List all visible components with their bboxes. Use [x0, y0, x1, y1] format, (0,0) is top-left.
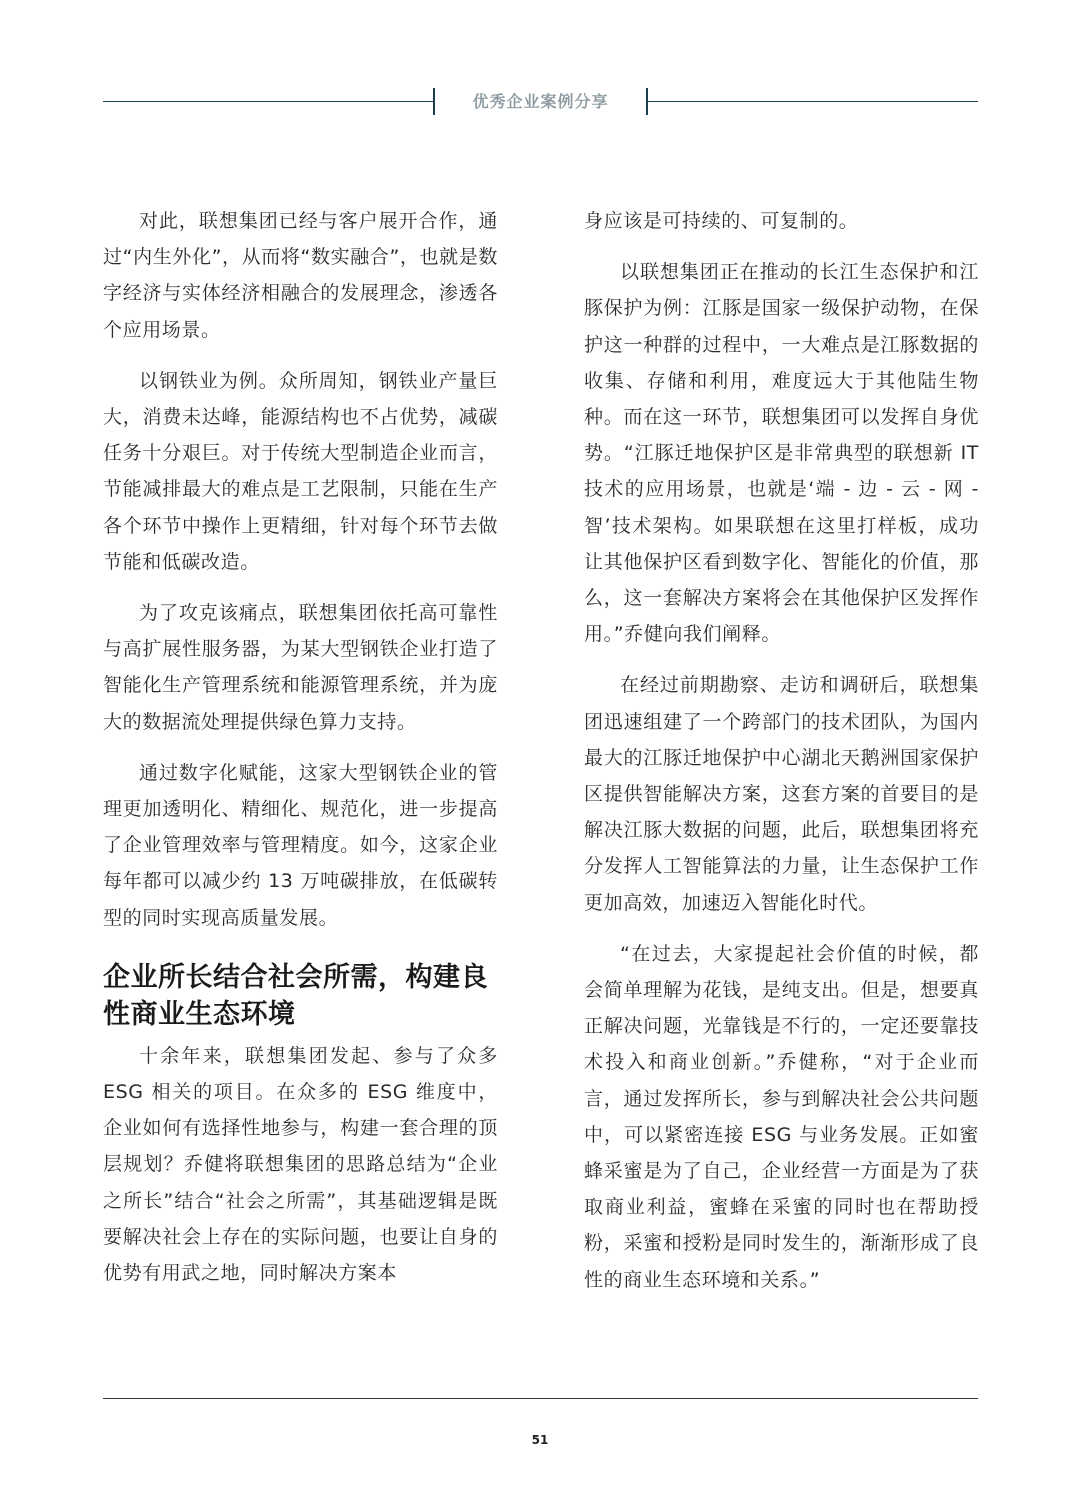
- left-column: [103, 203, 498, 1306]
- body-paragraph: 以钢铁业为例。众所周知，钢铁业产量巨大，消费未达峰，能源结构也不占优势，减碳任务十分艰巨。对于传统大型制造企业而言，节能减排最大的难点是工艺限制，只能在生产各个环节中操作上更精细，针对每个环节去做节能和低碳改造。: [103, 369, 498, 573]
- body-paragraph: 通过数字化赋能，这家大型钢铁企业的管理更加透明化、精细化、规范化，进一步提高了企业管理效率与管理精度。如今，这家企业每年都可以减少约 13 万吨碳排放，在低碳转型的同时实现高质量发展。: [103, 761, 498, 929]
- body-paragraph: “在过去，大家提起社会价值的时候，都会简单理解为花钱，是纯支出。但是，想要真正解决问题，光靠钱是不行的，一定还要靠技术投入和商业创新。”乔健称，“对于企业而言，通过发挥所长，参与到解决社会公共问题中，可以紧密连接 ESG 与业务发展。正如蜜蜂采蜜是为了自己，企业经营一方面是为了获取商业利益，蜜蜂在采蜜的同时也在帮助授粉，采蜜和授粉是同时发生的，渐渐形成了良性的商业生态环境和关系。”: [584, 942, 979, 1291]
- header-rule-right: [648, 101, 978, 102]
- header-title: 优秀企业案例分享: [472, 92, 609, 111]
- section-heading: 企业所长结合社会所需，构建良性商业生态环境: [103, 961, 488, 1030]
- body-paragraph: 十余年来，联想集团发起、参与了众多 ESG 相关的项目。在众多的 ESG 维度中，企业如何有选择性地参与，构建一套合理的顶层规划？乔健将联想集团的思路总结为“企业之所长”结合“社会之所需”，其基础逻辑是既要解决社会上存在的实际问题，也要让自身的优势有用武之地，同时解决方案本: [103, 1044, 498, 1285]
- body-paragraph: 对此，联想集团已经与客户展开合作，通过“内生外化”，从而将“数实融合”，也就是数字经济与实体经济相融合的发展理念，渗透各个应用场景。: [103, 210, 498, 341]
- page-number: 51: [531, 1433, 549, 1447]
- body-paragraph: 在经过前期勘察、走访和调研后，联想集团迅速组建了一个跨部门的技术团队，为国内最大的江豚迁地保护中心湖北天鹅洲国家保护区提供智能解决方案，这套方案的首要目的是解决江豚大数据的问题，此后，联想集团将充分发挥人工智能算法的力量，让生态保护工作更加高效，加速迈入智能化时代。: [584, 674, 979, 914]
- body-paragraph: 为了攻克该痛点，联想集团依托高可靠性与高扩展性服务器，为某大型钢铁企业打造了智能化生产管理系统和能源管理系统，并为庞大的数据流处理提供绿色算力支持。: [103, 602, 498, 733]
- right-column: [584, 203, 979, 1313]
- continued-paragraph: 身应该是可持续的、可复制的。: [584, 210, 859, 232]
- header-rule-left: [103, 101, 433, 102]
- body-paragraph: 以联想集团正在推动的长江生态保护和江豚保护为例：江豚是国家一级保护动物，在保护这一种群的过程中，一大难点是江豚数据的收集、存储和利用，难度远大于其他陆生物种。而在这一环节，联想集团可以发挥自身优势。“江豚迁地保护区是非常典型的联想新 IT 技术的应用场景，也就是‘端 - 边 - 云 - 网 - 智’技术架构。如果联想在这里打样板，成功让其他保护区看到数字化、智能化的价值，那么，这一套解决方案将会在其他保护区发挥作用。”乔健向我们阐释。: [584, 261, 979, 646]
- footer-rule: [103, 1398, 978, 1399]
